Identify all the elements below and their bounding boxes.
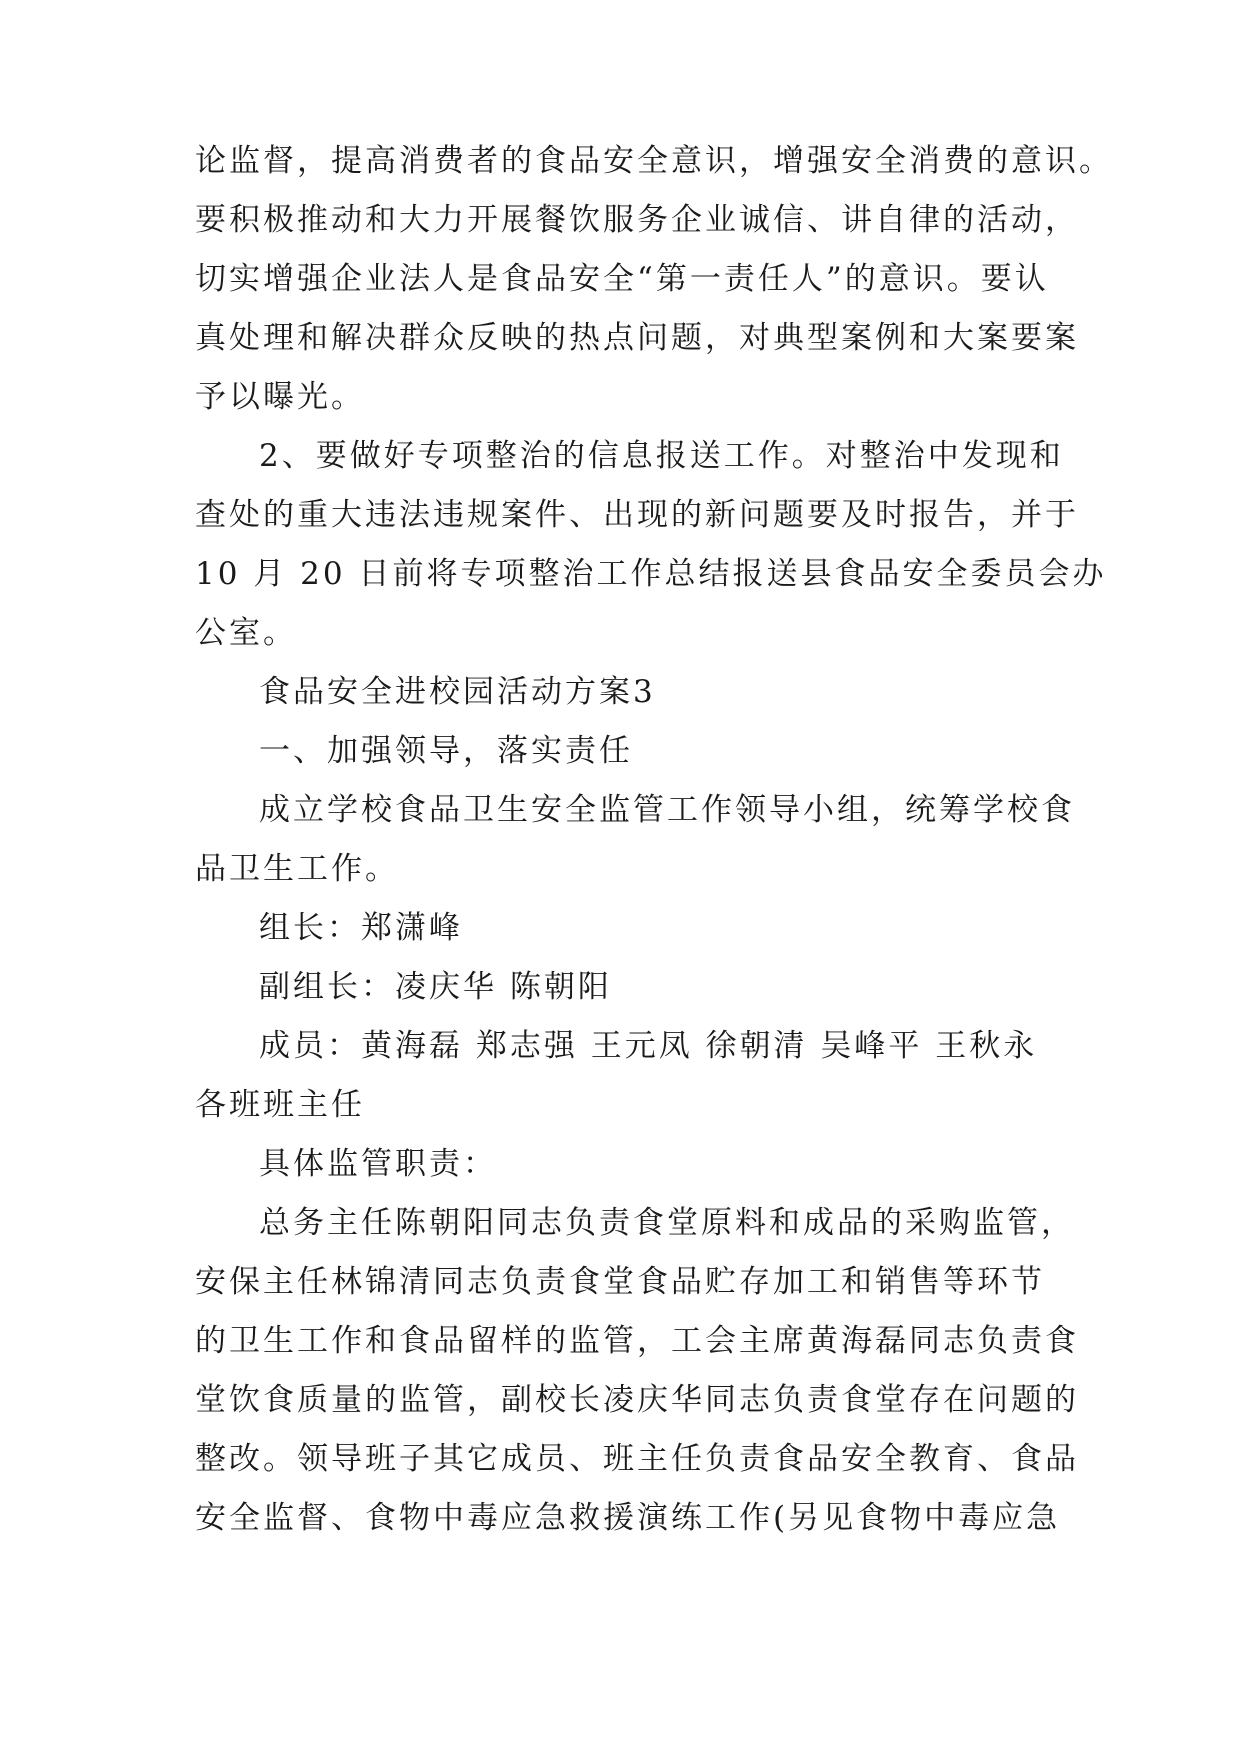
text-line: 堂饮食质量的监管，副校长凌庆华同志负责食堂存在问题的 — [195, 1382, 1079, 1418]
section-title — [195, 663, 1055, 722]
text-line: 切实增强企业法人是食品安全“第一责任人”的意识。要认 — [195, 261, 1049, 297]
text-line: 成员：黄海磊 郑志强 王元凤 徐朝清 吴峰平 王秋永 — [259, 1028, 1038, 1064]
text-line: 安全监督、食物中毒应急救援演练工作(另见食物中毒应急 — [195, 1500, 1061, 1536]
text-line: 10 月 20 日前将专项整治工作总结报送县食品安全委员会办 — [195, 556, 1107, 592]
text-line: 查处的重大违法违规案件、出现的新问题要及时报告，并于 — [195, 497, 1079, 533]
group-leader — [195, 899, 1055, 958]
deputy-leaders — [195, 958, 1055, 1017]
group-members — [195, 1017, 1055, 1135]
text-line: 公室。 — [195, 615, 297, 651]
text-line: 组长：郑潇峰 — [259, 910, 463, 946]
text-line: 一、加强领导，落实责任 — [259, 733, 633, 769]
text-line: 2、要做好专项整治的信息报送工作。对整治中发现和 — [259, 438, 1064, 474]
text-line: 论监督，提高消费者的食品安全意识，增强安全消费的意识。 — [195, 143, 1113, 179]
text-line: 各班班主任 — [195, 1087, 365, 1123]
document-body — [195, 132, 1113, 1548]
paragraph-2 — [195, 427, 1107, 663]
text-line: 总务主任陈朝阳同志负责食堂原料和成品的采购监管， — [259, 1205, 1075, 1241]
text-line: 予以曝光。 — [195, 379, 365, 415]
text-line: 真处理和解决群众反映的热点问题，对典型案例和大案要案 — [195, 320, 1079, 356]
text-line: 食品安全进校园活动方案3 — [259, 674, 656, 710]
text-line: 副组长：凌庆华 陈朝阳 — [259, 969, 612, 1005]
duties-heading — [195, 1135, 1055, 1194]
text-line: 成立学校食品卫生安全监管工作领导小组，统筹学校食 — [259, 792, 1075, 828]
paragraph-3 — [195, 781, 1075, 899]
text-line: 要积极推动和大力开展餐饮服务企业诚信、讲自律的活动， — [195, 202, 1079, 238]
text-line: 安保主任林锦清同志负责食堂食品贮存加工和销售等环节 — [195, 1264, 1045, 1300]
text-line: 品卫生工作。 — [195, 851, 399, 887]
paragraph-4 — [195, 1194, 1079, 1548]
text-line: 具体监管职责： — [259, 1146, 497, 1182]
paragraph-1 — [195, 132, 1113, 427]
text-line: 的卫生工作和食品留样的监管，工会主席黄海磊同志负责食 — [195, 1323, 1079, 1359]
section-heading — [195, 722, 1055, 781]
text-line: 整改。领导班子其它成员、班主任负责食品安全教育、食品 — [195, 1441, 1079, 1477]
